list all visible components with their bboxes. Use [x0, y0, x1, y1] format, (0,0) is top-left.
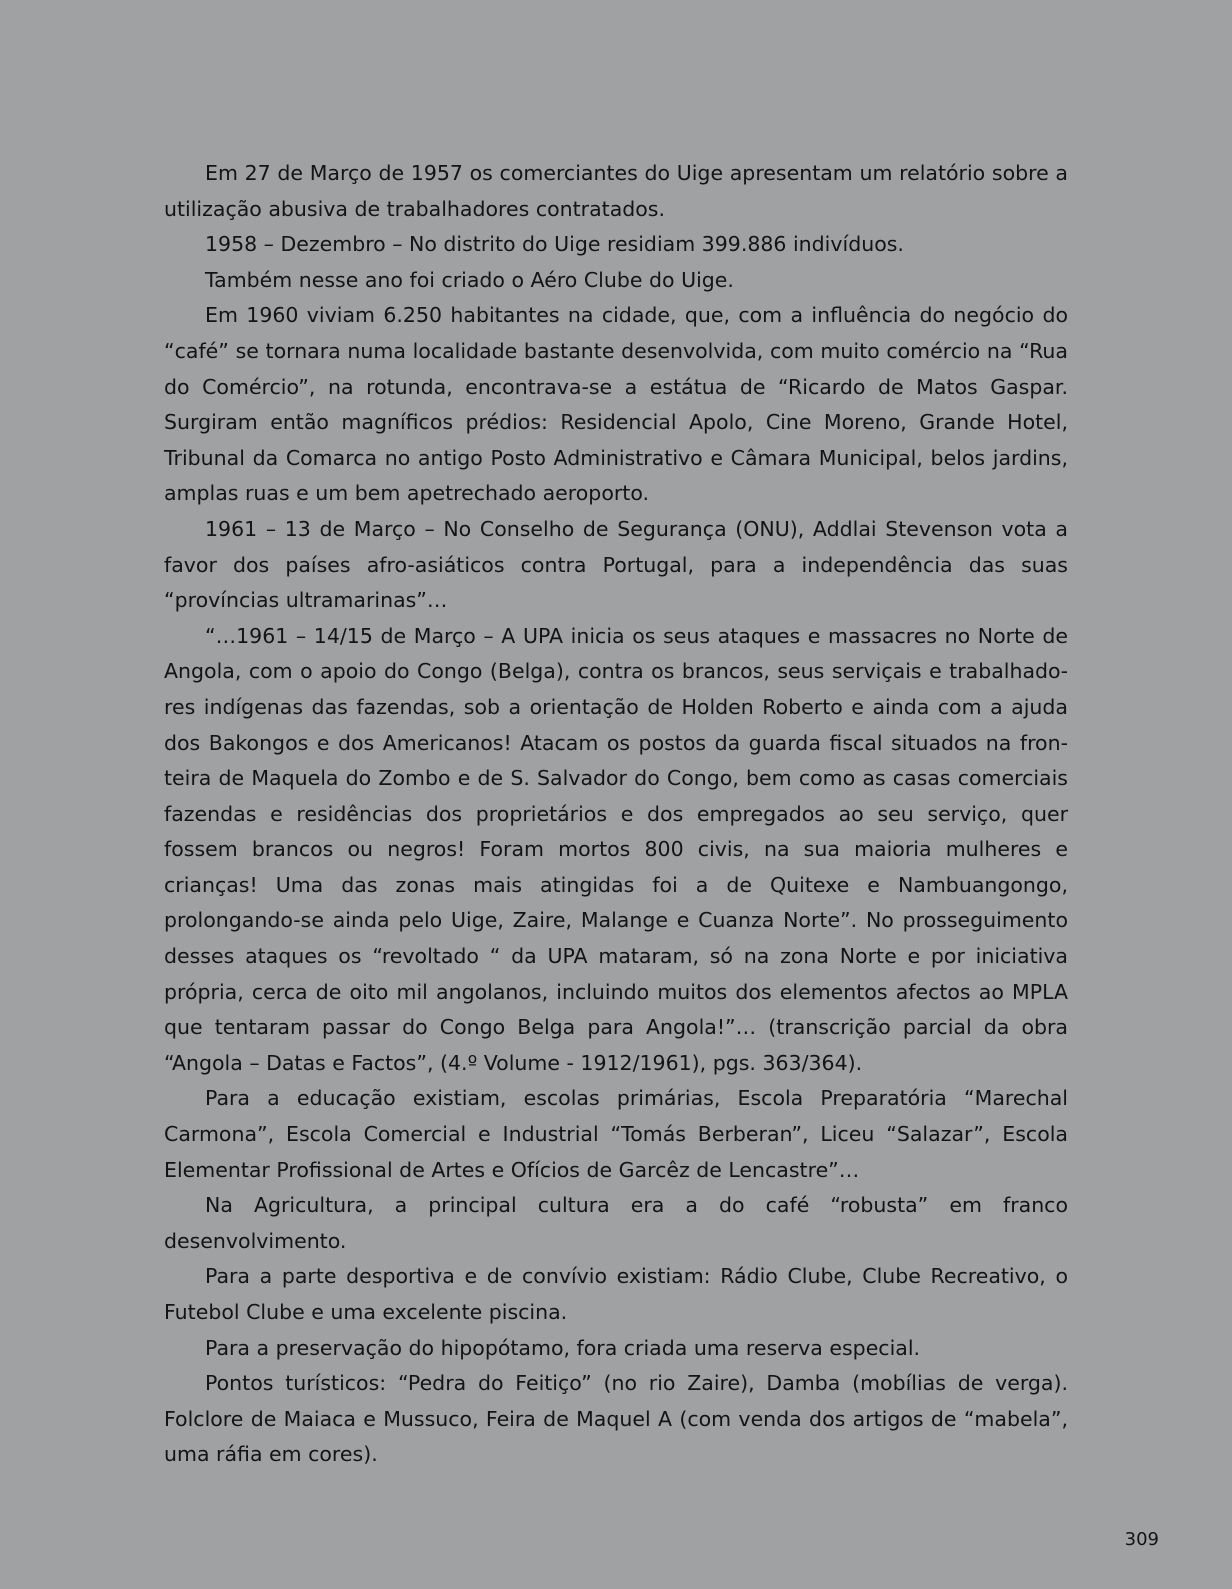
paragraph-5: 1961 – 13 de Março – No Conselho de Segurança (ONU), Addlai Stevenson vota a favor dos países afro-asiáticos contra Portugal, para a independência das suas “províncias ultramarinas”…: [164, 516, 1068, 613]
paragraph-7: Para a educação existiam, escolas primárias, Escola Preparatória “Marechal Carmona”, Escola Comercial e Industrial “Tomás Berberan”, Liceu “Salazar”, Escola Elementar Profissional de Artes e Ofícios de Garcêz de Lencastre”…: [164, 1086, 1068, 1182]
page-number: 309: [1124, 1529, 1159, 1550]
paragraph-6: “…1961 – 14/15 de Março – A UPA inicia os seus ataques e massacres no Norte de Angola, com o apoio do Congo (Belga), contra os brancos, seus serviçais e trabalhadores indígenas das fazendas, sob a orientação de Holden Roberto e ainda com a ajuda dos Bakongos e dos Americanos! Atacam os postos da guarda fiscal situados na fronteira de Maquela do Zombo e de S. Salvador do Congo, bem como as casas comerciais fazendas e residências dos proprietários e dos empregados ao seu serviço, quer fossem brancos ou negros! Foram mortos 800 civis, na sua maioria mulheres e crianças! Uma das zonas mais atingidas foi a de Quitexe e Nambuangongo, prolongando-se ainda pelo Uige, Zaire, Malange e Cuanza Norte”. No prosseguimento desses ataques os “revoltado “ da UPA mataram, só na zona Norte e por iniciativa própria, cerca de oito mil angolanos, incluindo muitos dos elementos afectos ao MPLA que tentaram passar do Congo Belga para Angola!”… (transcrição parcial da obra “Angola – Datas e Factos”, (4.º Volume - 1912/1961), pgs. 363/364).: [164, 623, 1068, 1075]
paragraph-4: Em 1960 viviam 6.250 habitantes na cidade, que, com a influência do negócio do “café” se tornara numa localidade bastante desenvolvida, com muito comércio na “Rua do Comércio”, na rotunda, encontrava-se a estátua de “Ricardo de Matos Gaspar. Surgiram então magníficos prédios: Residencial Apolo, Cine Moreno, Grande Hotel, Tribunal da Comarca no antigo Posto Administrativo e Câmara Municipal, belos jardins, amplas ruas e um bem apetrechado aeroporto.: [164, 303, 1068, 506]
paragraph-9: Para a parte desportiva e de convívio existiam: Rádio Clube, Clube Recreativo, o Futebol Clube e uma excelente piscina.: [164, 1264, 1068, 1324]
paragraph-1: Em 27 de Março de 1957 os comerciantes do Uige apresentam um relatório sobre a utilização abusiva de trabalhadores contratados.: [164, 161, 1068, 221]
body-text: [164, 156, 1068, 1473]
paragraph-8: Na Agricultura, a principal cultura era a do café “robusta” em franco desenvolvimento.: [164, 1193, 1068, 1253]
paragraph-3: Também nesse ano foi criado o Aéro Clube do Uige.: [205, 267, 734, 292]
paragraph-10: Para a preservação do hipopótamo, fora criada uma reserva especial.: [205, 1335, 921, 1360]
paragraph-11: Pontos turísticos: “Pedra do Feitiço” (no rio Zaire), Damba (mobílias de verga). Folclore de Maiaca e Mussuco, Feira de Maquel A (com venda dos artigos de “mabela”, uma ráfia em cores).: [164, 1371, 1068, 1467]
paragraph-2: 1958 – Dezembro – No distrito do Uige residiam 399.886 indivíduos.: [205, 232, 904, 257]
